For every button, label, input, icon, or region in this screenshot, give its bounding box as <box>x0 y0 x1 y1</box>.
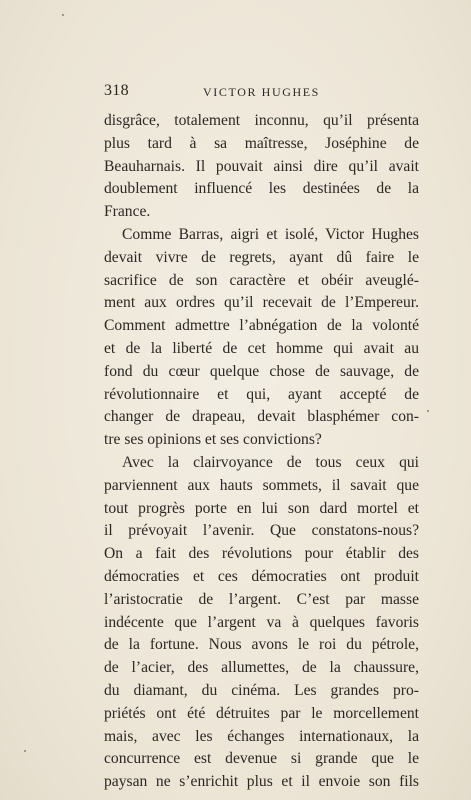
paragraph <box>104 224 419 452</box>
text-line: du diamant, du cinéma. Les grandes pro- <box>104 681 419 699</box>
text-line: de la fortune. Nous avons le roi du pétrole, <box>104 636 419 654</box>
text-line: Avec la clairvoyance de tous ceux qui <box>122 453 419 471</box>
text-line: tout progrès porte en lui son dard mortel et <box>104 499 419 517</box>
text-line: ment aux ordres qu’il recevait de l’Empereur. <box>104 294 419 312</box>
text-line: parviennent aux hauts sommets, il savait que <box>104 476 419 494</box>
text-line: l’aristocratie de l’argent. C’est par masse <box>104 590 419 608</box>
text-line: priétés ont été détruites par le morcellement <box>104 704 419 722</box>
paper-speck <box>62 14 64 16</box>
text-line: doublement influencé les destinées de la <box>104 180 419 198</box>
paper-speck <box>427 410 429 412</box>
text-line: indécente que l’argent va à quelques favoris <box>104 613 419 631</box>
page-number: 318 <box>104 82 129 99</box>
text-line: concurrence est devenue si grande que le <box>104 750 419 768</box>
text-line: Beauharnais. Il pouvait ainsi dire qu’il avait <box>104 157 419 175</box>
body-text <box>104 110 419 794</box>
text-line: tre ses opinions et ses convictions? <box>104 431 322 449</box>
text-line: changer de drapeau, devait blasphémer con- <box>104 408 419 426</box>
text-line: fond du cœur quelque chose de sauvage, de <box>104 362 419 380</box>
text-line: On a fait des révolutions pour établir des <box>104 545 419 563</box>
text-line: France. <box>104 203 151 221</box>
text-line: et de la liberté de cet homme qui avait au <box>104 339 419 357</box>
text-line: Comme Barras, aigri et isolé, Victor Hughes <box>122 225 419 243</box>
page-header <box>104 82 419 102</box>
text-line: paysan ne s’enrichit plus et il envoie son fils <box>104 773 419 791</box>
text-line: de l’acier, des allumettes, de la chaussure, <box>104 659 419 677</box>
paper-speck <box>24 750 26 752</box>
text-line: il prévoyait l’avenir. Que constatons-nous? <box>104 522 419 540</box>
text-line: démocraties et ces démocraties ont produit <box>104 567 419 585</box>
text-line: Comment admettre l’abnégation de la volonté <box>104 317 419 335</box>
text-line: mais, avec les échanges internationaux, la <box>104 727 419 745</box>
text-line: révolutionnaire et qui, ayant accepté de <box>104 385 419 403</box>
text-line: sacrifice de son caractère et obéir aveuglé- <box>104 271 419 289</box>
running-head: VICTOR HUGHES <box>203 85 320 99</box>
paragraph <box>104 452 419 794</box>
text-line: disgrâce, totalement inconnu, qu’il présenta <box>104 112 419 129</box>
paragraph <box>104 110 419 224</box>
text-line: devait vivre de regrets, ayant dû faire le <box>104 248 419 266</box>
text-line: plus tard à sa maîtresse, Joséphine de <box>104 134 419 152</box>
